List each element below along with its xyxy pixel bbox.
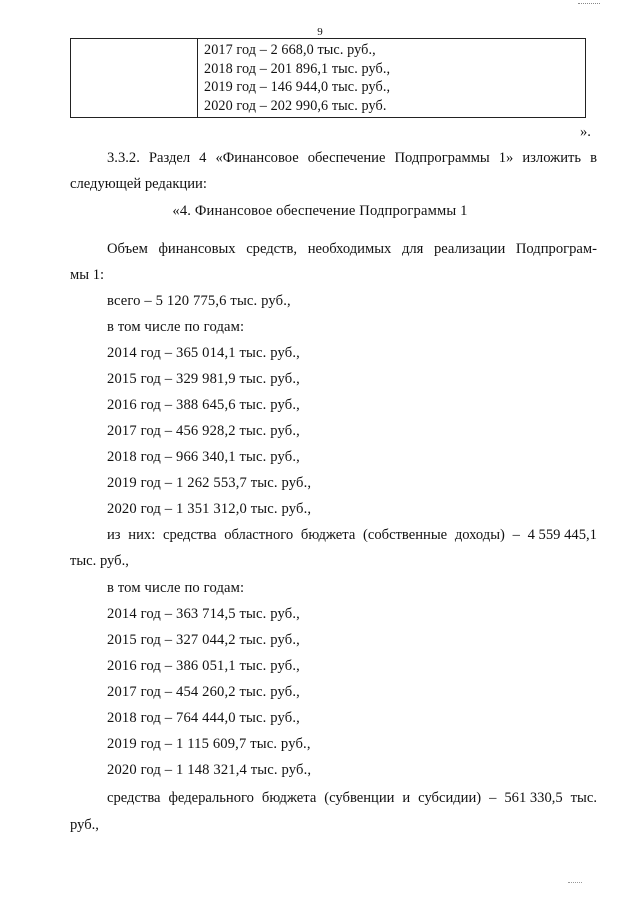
volume-line1	[107, 241, 597, 258]
word: 3.3.2.	[107, 150, 140, 166]
word: средства	[107, 790, 161, 806]
word: из	[107, 527, 121, 543]
regional-line1	[107, 527, 597, 544]
word: 4 559 445,1	[527, 527, 597, 543]
regional-year-line: 2016 год – 386 051,1 тыс. руб.,	[107, 658, 300, 674]
scan-corner-mark	[568, 880, 582, 883]
closing-quote: ».	[580, 124, 591, 140]
word: 1»	[498, 150, 514, 166]
table-line: 2017 год – 2 668,0 тыс. руб.,	[204, 42, 376, 58]
word: и	[402, 790, 411, 806]
regional-year-line: 2015 год – 327 044,2 тыс. руб.,	[107, 632, 300, 648]
federal-line2: руб.,	[70, 817, 99, 833]
total-year-line: 2015 год – 329 981,9 тыс. руб.,	[107, 371, 300, 387]
word: бюджета	[261, 790, 317, 806]
regional-year-line: 2017 год – 454 260,2 тыс. руб.,	[107, 684, 300, 700]
word: них:	[128, 527, 156, 543]
word: для	[401, 241, 424, 257]
table-line: 2018 год – 201 896,1 тыс. руб.,	[204, 60, 391, 77]
word: федерального	[168, 790, 254, 806]
total-year-line: 2017 год – 456 928,2 тыс. руб.,	[107, 423, 300, 439]
word: 4	[199, 150, 207, 166]
word: Раздел	[148, 150, 191, 166]
word: областного	[224, 527, 294, 543]
word: в	[590, 150, 597, 166]
word: Объем	[107, 241, 148, 257]
word: (субвенции	[324, 790, 395, 806]
page-number: 9	[317, 26, 323, 38]
word: Подпрограм-	[515, 241, 597, 257]
word: средства	[162, 527, 217, 543]
word: субсидии)	[418, 790, 482, 806]
word: –	[512, 527, 520, 543]
regional-year-line: 2019 год – 1 115 609,7 тыс. руб.,	[107, 736, 311, 752]
funding-table	[70, 38, 586, 118]
word: бюджета	[300, 527, 356, 543]
regional-line2: тыс. руб.,	[70, 553, 129, 569]
word: «Финансовое	[215, 150, 299, 166]
volume-line2: мы 1:	[70, 267, 105, 283]
total-year-line: 2016 год – 388 645,6 тыс. руб.,	[107, 397, 300, 413]
total-year-line: 2014 год – 365 014,1 тыс. руб.,	[107, 345, 300, 361]
word: обеспечение	[307, 150, 386, 166]
table-label-cell	[71, 39, 198, 118]
by-years-label: в том числе по годам:	[107, 319, 245, 335]
table-row	[71, 39, 586, 118]
table-value-cell	[198, 39, 586, 118]
word: 561 330,5	[504, 790, 563, 806]
table-line: 2019 год – 146 944,0 тыс. руб.,	[204, 79, 391, 96]
section-heading: «4. Финансовое обеспечение Подпрограммы 1	[172, 203, 468, 219]
word: изложить	[522, 150, 582, 166]
table-line: 2020 год – 202 990,6 тыс. руб.	[204, 97, 387, 114]
regional-year-line: 2014 год – 363 714,5 тыс. руб.,	[107, 606, 300, 622]
word: реализации	[433, 241, 506, 257]
word: доходы)	[454, 527, 505, 543]
word: –	[489, 790, 497, 806]
word: средств,	[246, 241, 298, 257]
word: необходимых	[307, 241, 392, 257]
total-year-line: 2018 год – 966 340,1 тыс. руб.,	[107, 449, 300, 465]
total-year-line: 2019 год – 1 262 553,7 тыс. руб.,	[107, 475, 312, 491]
word: Подпрограммы	[394, 150, 490, 166]
total-year-line: 2020 год – 1 351 312,0 тыс. руб.,	[107, 501, 312, 517]
paragraph-332-line1	[107, 150, 597, 167]
scan-corner-mark	[578, 0, 600, 4]
word: финансовых	[158, 241, 236, 257]
regional-year-line: 2018 год – 764 444,0 тыс. руб.,	[107, 710, 300, 726]
word: (собственные	[363, 527, 448, 543]
word: тыс.	[570, 790, 597, 806]
total-line: всего – 5 120 775,6 тыс. руб.,	[107, 293, 291, 309]
paragraph-332-line2: следующей редакции:	[70, 176, 207, 192]
federal-line1	[107, 790, 597, 807]
regional-year-line: 2020 год – 1 148 321,4 тыс. руб.,	[107, 762, 312, 778]
by-years-label: в том числе по годам:	[107, 580, 245, 596]
